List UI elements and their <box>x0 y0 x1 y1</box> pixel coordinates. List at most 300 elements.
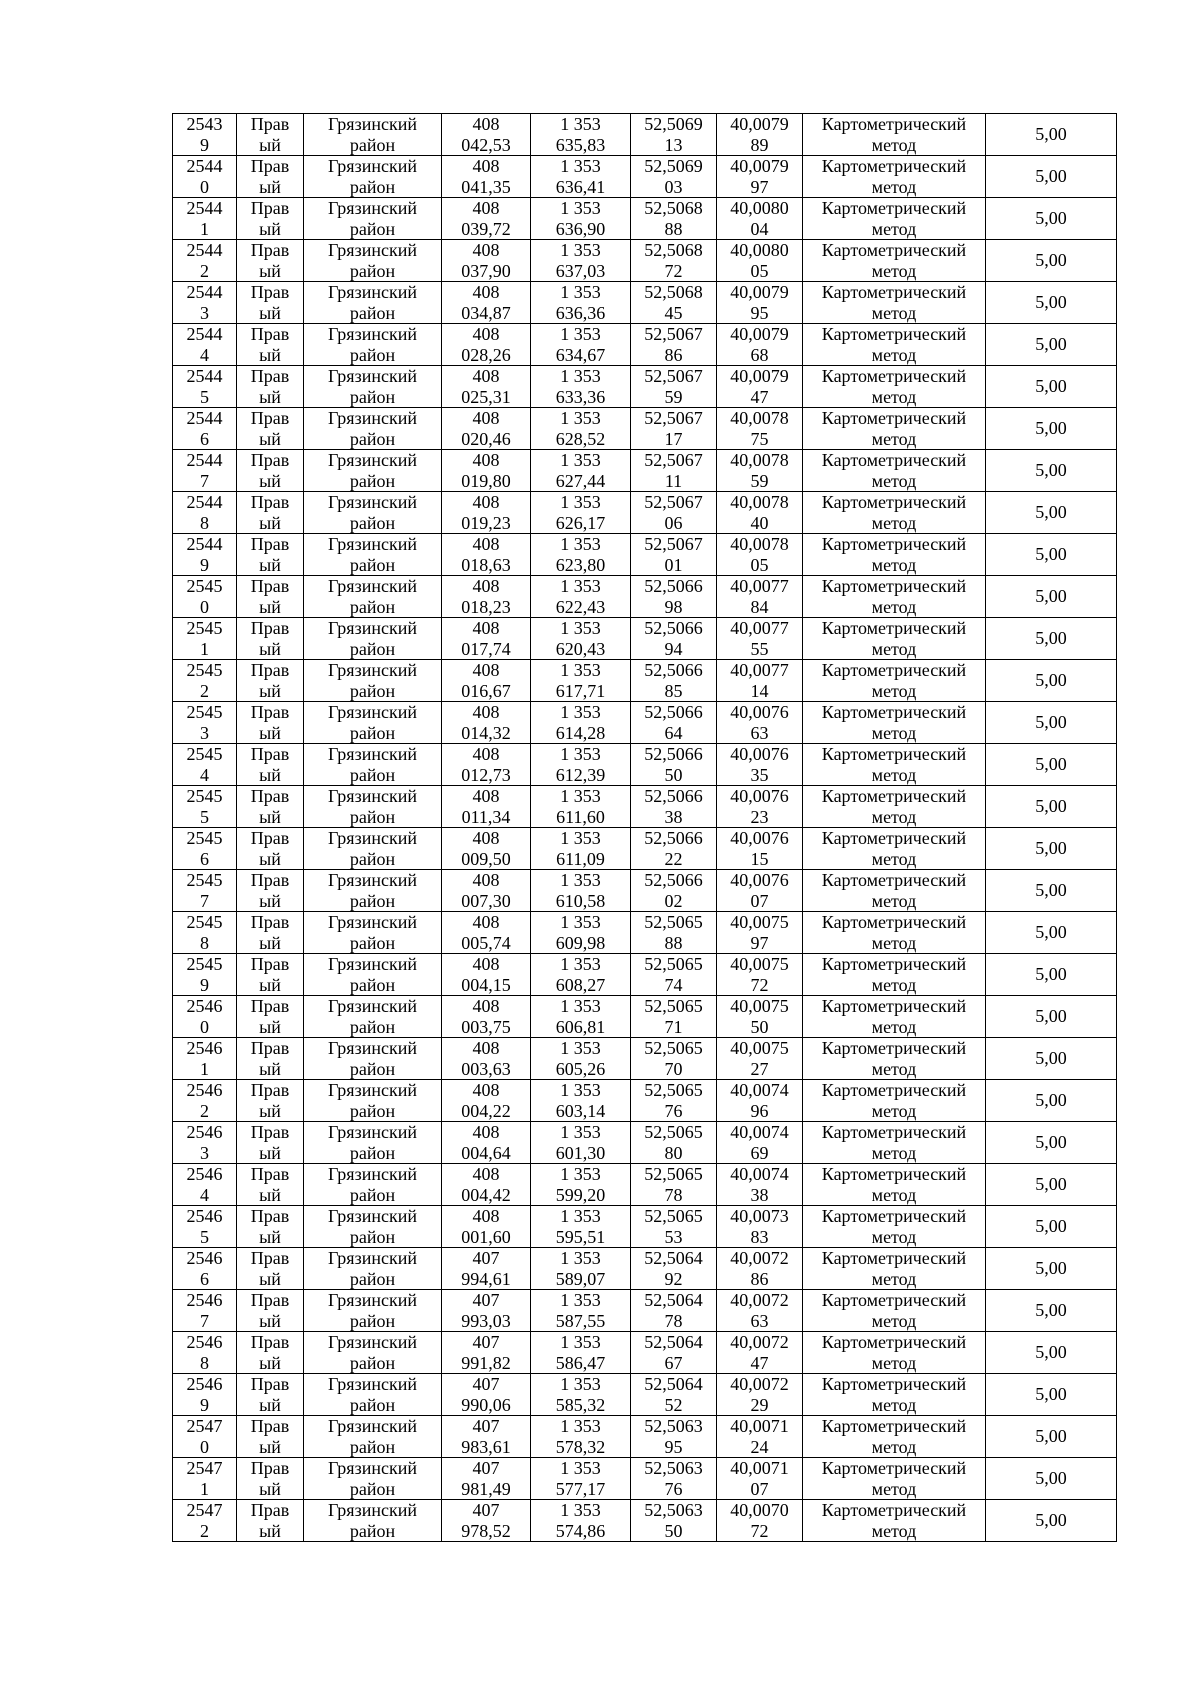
latitude-text: 52,5067 <box>644 366 703 386</box>
coord-x-text: 407 <box>472 1458 500 1478</box>
coord-y-cell <box>531 534 631 576</box>
accuracy-text: 5,00 <box>1035 1426 1067 1447</box>
point-number-cell <box>173 828 237 870</box>
coord-x-cell <box>442 828 531 870</box>
coord-y-text: 633,36 <box>555 386 606 407</box>
longitude-cell <box>717 198 803 240</box>
latitude-text: 52,5067 <box>644 534 703 554</box>
coord-x-text: 037,90 <box>461 260 511 281</box>
bank-side-cell <box>237 534 304 576</box>
table-row <box>173 1164 1117 1206</box>
method-text: Картометрический <box>821 744 967 764</box>
table-row <box>173 198 1117 240</box>
latitude-text: 52,5066 <box>644 870 703 890</box>
longitude-cell <box>717 1038 803 1080</box>
point-number-text: 2 <box>200 1100 209 1121</box>
latitude-text: 02 <box>664 890 683 911</box>
district-text: район <box>349 596 396 617</box>
latitude-cell <box>631 408 717 450</box>
latitude-text: 01 <box>664 554 683 575</box>
table-row <box>173 1416 1117 1458</box>
latitude-text: 52,5066 <box>644 786 703 806</box>
district-cell <box>304 1080 442 1122</box>
bank-side-text: Прав <box>250 702 290 722</box>
latitude-cell <box>631 954 717 996</box>
bank-side-text: Прав <box>250 408 290 428</box>
bank-side-text: Прав <box>250 1206 290 1226</box>
accuracy-text: 5,00 <box>1035 1300 1067 1321</box>
latitude-text: 52,5065 <box>644 1206 703 1226</box>
latitude-text: 71 <box>664 1016 683 1037</box>
coord-x-text: 407 <box>472 1374 500 1394</box>
coord-y-cell <box>531 156 631 198</box>
longitude-text: 40,0075 <box>730 912 789 932</box>
method-cell <box>803 1500 986 1542</box>
coord-x-text: 408 <box>472 954 500 974</box>
bank-side-cell <box>237 1458 304 1500</box>
bank-side-cell <box>237 702 304 744</box>
coord-x-cell <box>442 408 531 450</box>
district-cell <box>304 1206 442 1248</box>
coord-x-cell <box>442 1458 531 1500</box>
latitude-cell <box>631 1038 717 1080</box>
accuracy-cell <box>986 534 1117 576</box>
method-text: Картометрический <box>821 240 967 260</box>
district-text: район <box>349 1058 396 1079</box>
method-cell <box>803 198 986 240</box>
coord-x-text: 408 <box>472 1164 500 1184</box>
longitude-text: 40,0072 <box>730 1290 789 1310</box>
coord-y-text: 611,09 <box>556 848 605 869</box>
bank-side-text: ый <box>259 596 281 617</box>
coord-y-text: 636,41 <box>555 176 606 197</box>
coord-x-text: 407 <box>472 1290 500 1310</box>
coord-x-text: 004,15 <box>461 974 511 995</box>
coord-x-text: 408 <box>472 198 500 218</box>
method-cell <box>803 1290 986 1332</box>
latitude-text: 52,5064 <box>644 1374 703 1394</box>
district-text: Грязинский <box>328 408 417 428</box>
longitude-text: 40,0078 <box>730 408 789 428</box>
coord-y-text: 612,39 <box>555 764 606 785</box>
district-text: Грязинский <box>328 198 417 218</box>
district-cell <box>304 954 442 996</box>
district-cell <box>304 198 442 240</box>
coord-y-text: 1 353 <box>560 1164 601 1184</box>
accuracy-text: 5,00 <box>1035 124 1067 145</box>
coord-y-cell <box>531 702 631 744</box>
coord-x-text: 408 <box>472 618 500 638</box>
point-number-text: 4 <box>200 1184 209 1205</box>
bank-side-text: Прав <box>250 912 290 932</box>
latitude-cell <box>631 534 717 576</box>
accuracy-text: 5,00 <box>1035 250 1067 271</box>
point-number-text: 2546 <box>186 1164 223 1184</box>
coord-y-text: 634,67 <box>555 344 606 365</box>
point-number-text: 2544 <box>186 324 223 344</box>
method-cell <box>803 1458 986 1500</box>
longitude-text: 59 <box>750 470 769 491</box>
point-number-cell <box>173 1290 237 1332</box>
coord-y-cell <box>531 870 631 912</box>
district-text: Грязинский <box>328 576 417 596</box>
coord-x-cell <box>442 576 531 618</box>
accuracy-cell <box>986 1416 1117 1458</box>
accuracy-text: 5,00 <box>1035 1174 1067 1195</box>
point-number-text: 0 <box>200 596 209 617</box>
method-text: метод <box>871 1100 917 1121</box>
method-text: метод <box>871 638 917 659</box>
bank-side-cell <box>237 576 304 618</box>
bank-side-cell <box>237 492 304 534</box>
longitude-text: 40,0076 <box>730 870 789 890</box>
district-text: район <box>349 1142 396 1163</box>
bank-side-text: Прав <box>250 534 290 554</box>
bank-side-cell <box>237 954 304 996</box>
point-number-cell <box>173 408 237 450</box>
coord-x-text: 407 <box>472 1500 500 1520</box>
point-number-text: 6 <box>200 428 209 449</box>
table-row <box>173 1248 1117 1290</box>
bank-side-text: Прав <box>250 114 290 134</box>
point-number-cell <box>173 1122 237 1164</box>
bank-side-cell <box>237 1038 304 1080</box>
longitude-cell <box>717 1458 803 1500</box>
longitude-text: 27 <box>750 1058 769 1079</box>
coord-x-cell <box>442 744 531 786</box>
coord-x-cell <box>442 1248 531 1290</box>
accuracy-text: 5,00 <box>1035 880 1067 901</box>
latitude-cell <box>631 744 717 786</box>
point-number-text: 2546 <box>186 1038 223 1058</box>
coord-x-text: 408 <box>472 114 500 134</box>
method-cell <box>803 534 986 576</box>
table-row <box>173 1122 1117 1164</box>
bank-side-text: ый <box>259 722 281 743</box>
accuracy-cell <box>986 1164 1117 1206</box>
accuracy-text: 5,00 <box>1035 1342 1067 1363</box>
bank-side-text: ый <box>259 428 281 449</box>
point-number-text: 2544 <box>186 534 223 554</box>
bank-side-cell <box>237 282 304 324</box>
longitude-text: 72 <box>750 974 769 995</box>
bank-side-cell <box>237 1122 304 1164</box>
longitude-text: 15 <box>750 848 769 869</box>
point-number-text: 6 <box>200 848 209 869</box>
district-cell <box>304 492 442 534</box>
accuracy-cell <box>986 996 1117 1038</box>
bank-side-cell <box>237 786 304 828</box>
latitude-text: 50 <box>664 1520 683 1541</box>
bank-side-text: Прав <box>250 660 290 680</box>
accuracy-cell <box>986 1290 1117 1332</box>
bank-side-text: Прав <box>250 1500 290 1520</box>
coord-x-text: 009,50 <box>461 848 511 869</box>
point-number-text: 8 <box>200 932 209 953</box>
latitude-text: 67 <box>664 1352 683 1373</box>
longitude-text: 40,0078 <box>730 450 789 470</box>
coord-x-text: 407 <box>472 1416 500 1436</box>
method-text: Картометрический <box>821 1332 967 1352</box>
latitude-text: 98 <box>664 596 683 617</box>
point-number-cell <box>173 1164 237 1206</box>
coord-y-text: 1 353 <box>560 702 601 722</box>
method-cell <box>803 114 986 156</box>
district-text: Грязинский <box>328 702 417 722</box>
method-cell <box>803 618 986 660</box>
bank-side-text: Прав <box>250 240 290 260</box>
coord-y-cell <box>531 828 631 870</box>
point-number-text: 2543 <box>186 114 223 134</box>
point-number-text: 2545 <box>186 744 223 764</box>
latitude-text: 52,5067 <box>644 492 703 512</box>
longitude-cell <box>717 1206 803 1248</box>
coord-y-text: 636,36 <box>555 302 606 323</box>
method-text: метод <box>871 680 917 701</box>
district-text: Грязинский <box>328 1122 417 1142</box>
latitude-text: 74 <box>664 974 683 995</box>
latitude-text: 52,5069 <box>644 156 703 176</box>
method-text: Картометрический <box>821 324 967 344</box>
point-number-text: 9 <box>200 554 209 575</box>
accuracy-cell <box>986 912 1117 954</box>
longitude-cell <box>717 156 803 198</box>
coord-x-cell <box>442 996 531 1038</box>
longitude-text: 96 <box>750 1100 769 1121</box>
bank-side-text: ый <box>259 680 281 701</box>
coord-y-text: 635,83 <box>555 134 606 155</box>
coord-x-text: 003,75 <box>461 1016 511 1037</box>
coord-y-text: 1 353 <box>560 450 601 470</box>
coord-y-text: 636,90 <box>555 218 606 239</box>
table-row <box>173 408 1117 450</box>
point-number-text: 0 <box>200 1436 209 1457</box>
bank-side-text: ый <box>259 1436 281 1457</box>
latitude-cell <box>631 1290 717 1332</box>
bank-side-cell <box>237 324 304 366</box>
coord-y-text: 1 353 <box>560 282 601 302</box>
district-cell <box>304 450 442 492</box>
bank-side-text: Прав <box>250 786 290 806</box>
latitude-cell <box>631 156 717 198</box>
coord-y-cell <box>531 1500 631 1542</box>
longitude-cell <box>717 576 803 618</box>
point-number-text: 2544 <box>186 156 223 176</box>
method-cell <box>803 576 986 618</box>
longitude-cell <box>717 618 803 660</box>
table-row <box>173 1206 1117 1248</box>
coord-y-cell <box>531 912 631 954</box>
coord-y-text: 595,51 <box>555 1226 606 1247</box>
coord-x-cell <box>442 1374 531 1416</box>
longitude-text: 40,0073 <box>730 1206 789 1226</box>
district-text: район <box>349 806 396 827</box>
district-text: район <box>349 680 396 701</box>
accuracy-text: 5,00 <box>1035 1006 1067 1027</box>
method-text: Картометрический <box>821 1122 967 1142</box>
coord-y-text: 586,47 <box>555 1352 606 1373</box>
point-number-text: 2547 <box>186 1416 223 1436</box>
method-text: Картометрический <box>821 828 967 848</box>
latitude-text: 95 <box>664 1436 683 1457</box>
point-number-cell <box>173 1332 237 1374</box>
latitude-cell <box>631 660 717 702</box>
table-row <box>173 1332 1117 1374</box>
method-cell <box>803 240 986 282</box>
district-cell <box>304 870 442 912</box>
district-text: Грязинский <box>328 1290 417 1310</box>
bank-side-text: ый <box>259 1142 281 1163</box>
coord-x-text: 991,82 <box>461 1352 511 1373</box>
table-row <box>173 1458 1117 1500</box>
point-number-text: 2544 <box>186 282 223 302</box>
method-text: метод <box>871 470 917 491</box>
coord-x-text: 981,49 <box>461 1478 511 1499</box>
point-number-text: 8 <box>200 1352 209 1373</box>
latitude-text: 52,5067 <box>644 408 703 428</box>
point-number-cell <box>173 954 237 996</box>
coord-x-text: 042,53 <box>461 134 511 155</box>
longitude-text: 86 <box>750 1268 769 1289</box>
district-text: Грязинский <box>328 1038 417 1058</box>
longitude-text: 40,0072 <box>730 1248 789 1268</box>
point-number-text: 9 <box>200 974 209 995</box>
method-text: метод <box>871 722 917 743</box>
bank-side-text: ый <box>259 470 281 491</box>
district-cell <box>304 996 442 1038</box>
method-text: Картометрический <box>821 1164 967 1184</box>
point-number-text: 1 <box>200 1478 209 1499</box>
district-text: район <box>349 974 396 995</box>
longitude-cell <box>717 912 803 954</box>
longitude-text: 40,0075 <box>730 1038 789 1058</box>
bank-side-text: ый <box>259 974 281 995</box>
coord-x-text: 011,34 <box>461 806 511 827</box>
coord-x-text: 016,67 <box>461 680 511 701</box>
method-text: метод <box>871 302 917 323</box>
coord-x-text: 408 <box>472 1206 500 1226</box>
bank-side-text: ый <box>259 134 281 155</box>
bank-side-text: ый <box>259 1520 281 1541</box>
method-text: Картометрический <box>821 954 967 974</box>
point-number-text: 0 <box>200 176 209 197</box>
table-row <box>173 702 1117 744</box>
latitude-cell <box>631 1248 717 1290</box>
accuracy-text: 5,00 <box>1035 292 1067 313</box>
coord-x-cell <box>442 450 531 492</box>
latitude-text: 52,5066 <box>644 576 703 596</box>
accuracy-cell <box>986 744 1117 786</box>
latitude-text: 52,5068 <box>644 282 703 302</box>
coord-y-text: 614,28 <box>555 722 606 743</box>
method-text: Картометрический <box>821 660 967 680</box>
method-text: Картометрический <box>821 1500 967 1520</box>
point-number-text: 2545 <box>186 954 223 974</box>
bank-side-cell <box>237 450 304 492</box>
district-cell <box>304 828 442 870</box>
coord-y-text: 1 353 <box>560 1080 601 1100</box>
method-text: метод <box>871 260 917 281</box>
bank-side-text: ый <box>259 1268 281 1289</box>
district-text: район <box>349 1016 396 1037</box>
coord-x-text: 018,23 <box>461 596 511 617</box>
accuracy-cell <box>986 1374 1117 1416</box>
district-cell <box>304 1332 442 1374</box>
district-text: Грязинский <box>328 786 417 806</box>
district-text: Грязинский <box>328 366 417 386</box>
table-row <box>173 1038 1117 1080</box>
district-cell <box>304 1458 442 1500</box>
bank-side-text: ый <box>259 1394 281 1415</box>
longitude-text: 40,0074 <box>730 1080 789 1100</box>
coord-y-text: 1 353 <box>560 1500 601 1520</box>
point-number-text: 5 <box>200 806 209 827</box>
coord-x-text: 408 <box>472 702 500 722</box>
table-row <box>173 744 1117 786</box>
point-number-text: 3 <box>200 722 209 743</box>
district-text: район <box>349 932 396 953</box>
method-text: метод <box>871 1394 917 1415</box>
accuracy-cell <box>986 156 1117 198</box>
point-number-text: 2545 <box>186 702 223 722</box>
longitude-text: 97 <box>750 176 769 197</box>
longitude-text: 89 <box>750 134 769 155</box>
latitude-text: 03 <box>664 176 683 197</box>
method-text: Картометрический <box>821 786 967 806</box>
coord-y-cell <box>531 576 631 618</box>
point-number-text: 2544 <box>186 408 223 428</box>
coord-x-cell <box>442 282 531 324</box>
method-cell <box>803 450 986 492</box>
bank-side-text: ый <box>259 302 281 323</box>
coord-y-text: 1 353 <box>560 156 601 176</box>
latitude-text: 80 <box>664 1142 683 1163</box>
method-text: метод <box>871 344 917 365</box>
longitude-text: 40,0074 <box>730 1122 789 1142</box>
coord-y-cell <box>531 492 631 534</box>
latitude-text: 17 <box>664 428 683 449</box>
point-number-text: 2 <box>200 260 209 281</box>
method-text: Картометрический <box>821 198 967 218</box>
method-cell <box>803 324 986 366</box>
coord-x-text: 994,61 <box>461 1268 511 1289</box>
method-text: метод <box>871 1016 917 1037</box>
latitude-text: 88 <box>664 932 683 953</box>
bank-side-cell <box>237 744 304 786</box>
table-row <box>173 870 1117 912</box>
accuracy-text: 5,00 <box>1035 376 1067 397</box>
coord-x-text: 028,26 <box>461 344 511 365</box>
coord-y-text: 1 353 <box>560 1374 601 1394</box>
point-number-text: 7 <box>200 1310 209 1331</box>
coord-x-text: 018,63 <box>461 554 511 575</box>
coord-x-text: 990,06 <box>461 1394 511 1415</box>
district-text: Грязинский <box>328 1500 417 1520</box>
method-text: метод <box>871 1058 917 1079</box>
point-number-cell <box>173 1080 237 1122</box>
coord-x-cell <box>442 1164 531 1206</box>
accuracy-text: 5,00 <box>1035 586 1067 607</box>
coord-y-cell <box>531 1080 631 1122</box>
district-text: Грязинский <box>328 450 417 470</box>
latitude-text: 52,5063 <box>644 1500 703 1520</box>
table-row <box>173 156 1117 198</box>
bank-side-text: Прав <box>250 1290 290 1310</box>
coord-x-text: 034,87 <box>461 302 511 323</box>
latitude-text: 52,5065 <box>644 1164 703 1184</box>
latitude-cell <box>631 786 717 828</box>
bank-side-text: Прав <box>250 198 290 218</box>
